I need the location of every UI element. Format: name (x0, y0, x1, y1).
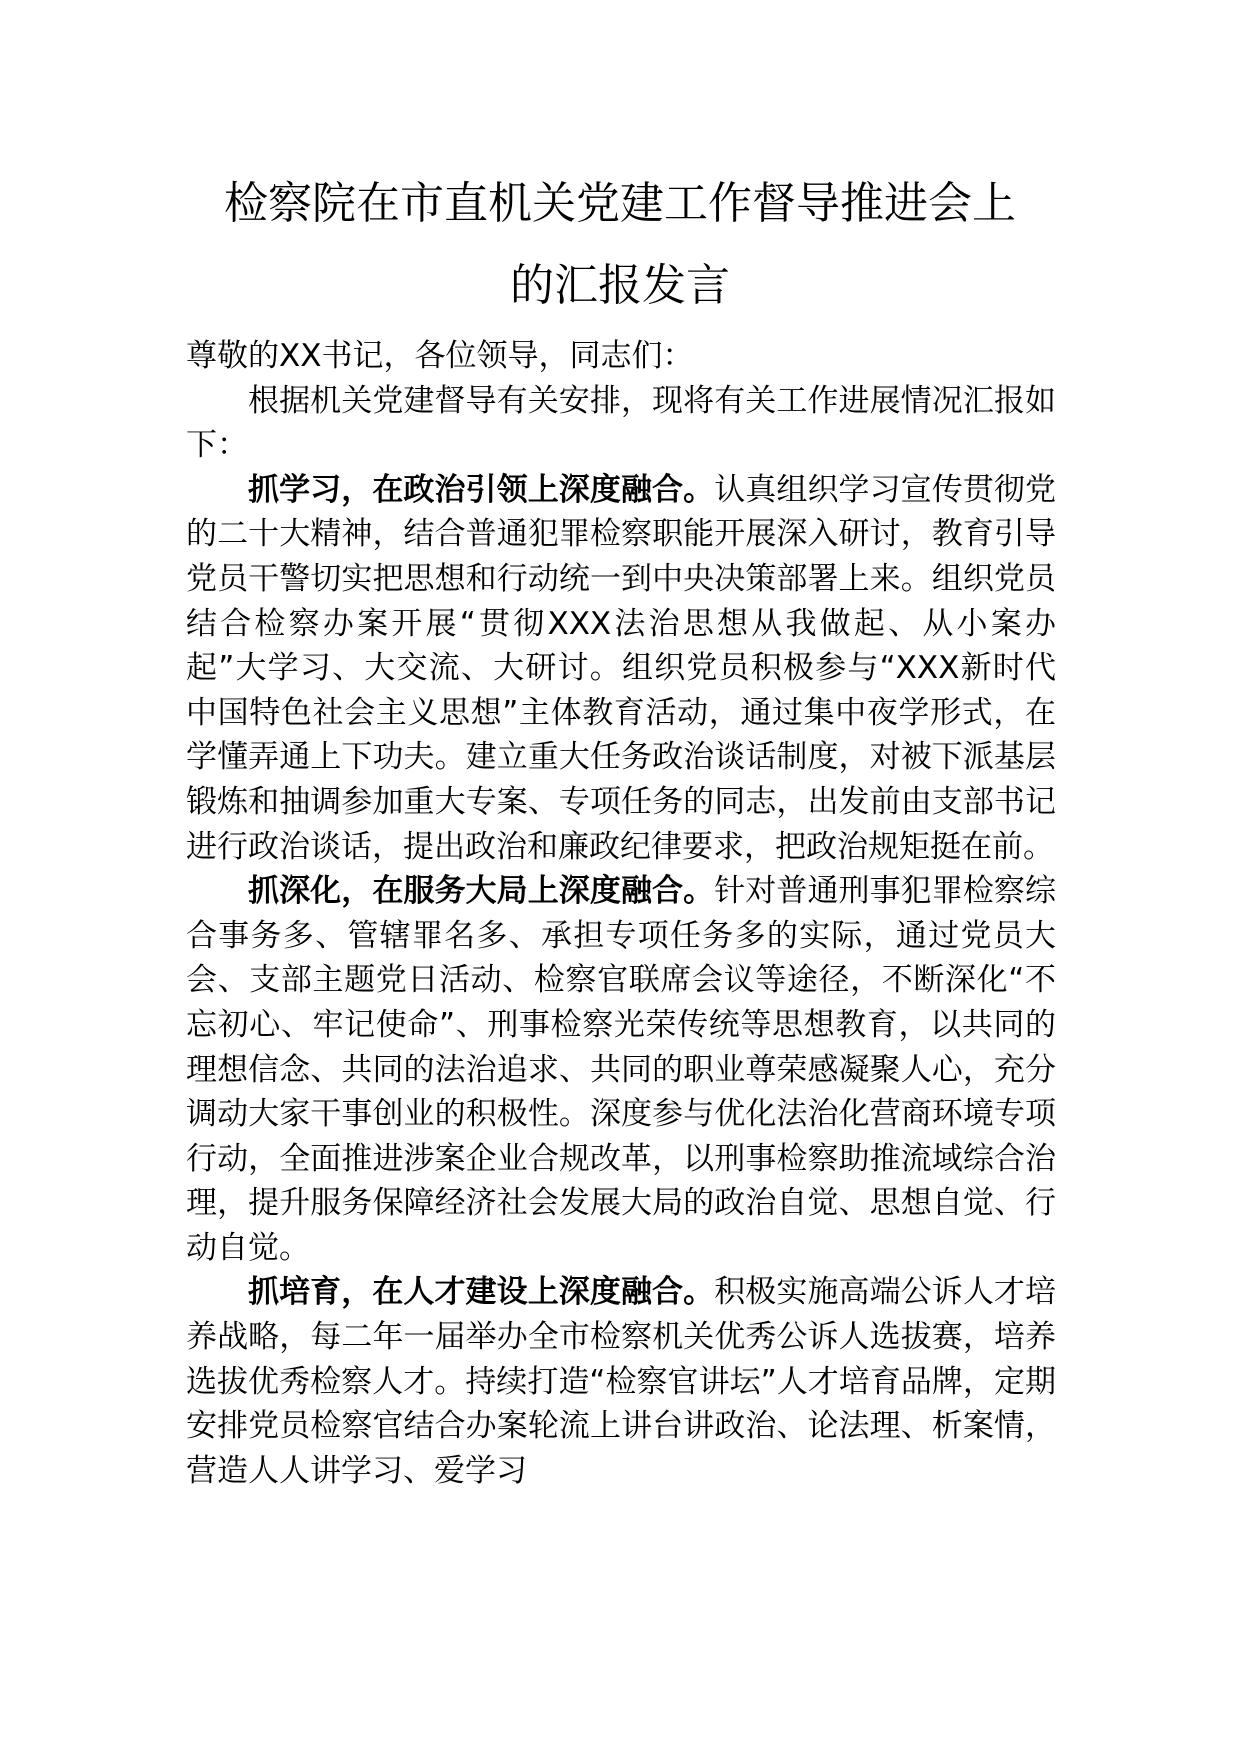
document-title-line-2: 的汇报发言 (510, 260, 730, 311)
section-text-deepen: 针对普通刑事犯罪检察综合事务多、管辖罪名多、承担专项任务多的实际，通过党员大会、支部主题党日活动、检察官联席会议等途径，不断深化“不忘初心、牢记使命”、刑事检察光荣传统等思想教育，以共同的理想信念、共同的法治追求、共同的职业尊荣感凝聚人心，充分调动大家干事创业的积极性。深度参与优化法治化营商环境专项行动，全面推进涉案企业合规改革，以刑事检察助推流域综合治理，提升服务保障经济社会发展大局的政治自觉、思想自觉、行动自觉。 (186, 873, 1057, 1266)
salutation: 尊敬的XX书记，各位领导，同志们： (186, 338, 694, 374)
section-paragraph-study (186, 468, 1056, 869)
document-title-line-1: 检察院在市直机关党建工作督导推进会上 (224, 178, 1016, 229)
section-text-cultivate: 积极实施高端公诉人才培养战略，每二年一届举办全市检察机关优秀公诉人选拔赛，培养选拔优秀检察人才。持续打造“检察官讲坛”人才培育品牌，定期安排党员检察官结合办案轮流上讲台讲政治、论法理、析案情，营造人人讲学习、爱学习 (186, 1274, 1057, 1489)
section-paragraph-cultivate (186, 1270, 1056, 1493)
section-heading-study: 抓学习，在政治引领上深度融合。 (248, 471, 715, 508)
intro-paragraph: 根据机关党建督导有关安排，现将有关工作进展情况汇报如下： (186, 382, 1056, 464)
section-text-study: 认真组织学习宣传贯彻党的二十大精神，结合普通犯罪检察职能开展深入研讨，教育引导党员干警切实把思想和行动统一到中央决策部署上来。组织党员结合检察办案开展“贯彻XXX法治思想从我做起、从小案办起”大学习、大交流、大研讨。组织党员积极参与“XXX新时代中国特色社会主义思想”主体教育活动，通过集中夜学形式，在学懂弄通上下功夫。建立重大任务政治谈话制度，对被下派基层锻炼和抽调参加重大专案、专项任务的同志，出发前由支部书记进行政治谈话，提出政治和廉政纪律要求，把政治规矩挺在前。 (186, 471, 1057, 865)
section-heading-cultivate: 抓培育，在人才建设上深度融合。 (248, 1274, 715, 1311)
section-paragraph-deepen (186, 869, 1056, 1270)
document-body (186, 334, 1056, 1493)
section-heading-deepen: 抓深化，在服务大局上深度融合。 (248, 873, 715, 910)
